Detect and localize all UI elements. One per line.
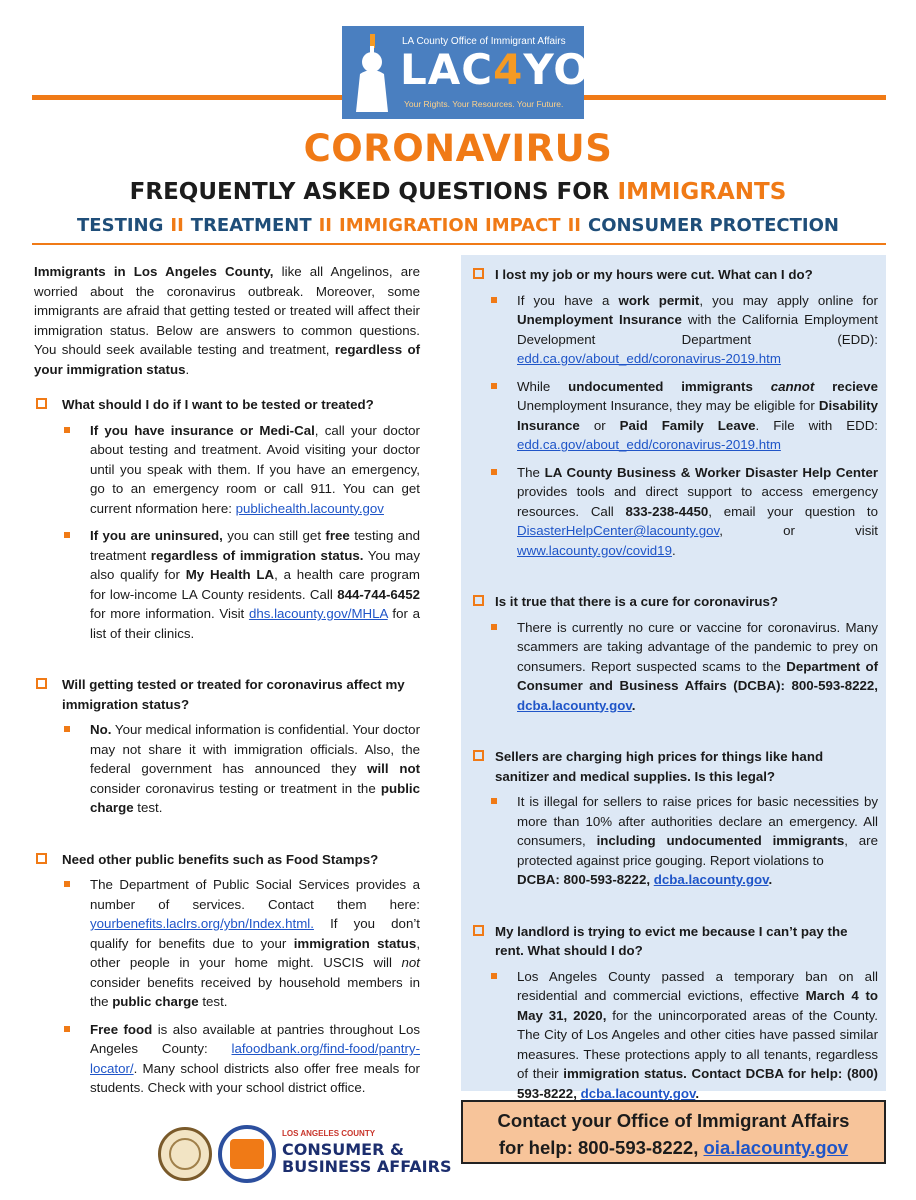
right-column-content (473, 265, 878, 1111)
contact-phone-text: for help: 800-593-8222, (498, 1137, 704, 1158)
question-cure (473, 592, 878, 612)
question-public-benefits (34, 850, 420, 870)
dcba-link[interactable]: dcba.lacounty.gov (580, 1085, 696, 1101)
oia-link[interactable]: oia.lacounty.gov (703, 1137, 849, 1158)
spacer (473, 568, 878, 582)
answer-lead: No. (90, 722, 112, 737)
answer-text: consider coronavirus testing or treatment in the (90, 780, 381, 796)
answer-emphasis: public charge (112, 994, 199, 1009)
answer-text: or (579, 417, 620, 433)
dcba-name (282, 1141, 451, 1175)
answer-emphasis: Department of Consumer and Business Affairs (DCBA): 800-593-8222, (517, 658, 879, 693)
answer-bullet (473, 463, 878, 561)
question-text: Need other public benefits such as Food Stamps? (62, 851, 379, 867)
checkbox-icon (473, 595, 484, 606)
answer-bullet (34, 526, 420, 643)
answer-emphasis: March 4 to May 31, 2020, (517, 988, 878, 1023)
intro-lead: Immigrants in Los Angeles County, (34, 264, 274, 279)
logo-brand-num: 4 (493, 45, 524, 94)
lafoodbank-link[interactable]: lafoodbank.org/find-food/pantry-locator/ (90, 1041, 420, 1076)
page-subtitle (0, 179, 916, 205)
topic-separator: II (170, 215, 184, 236)
contact-box (461, 1100, 886, 1164)
answer-text: is also available at pantries throughout Los Angeles County: (90, 1021, 421, 1056)
answer-emphasis: public charge (90, 780, 420, 815)
email-link[interactable]: DisasterHelpCenter@lacounty.gov (517, 523, 720, 538)
answer-text: , email your question to (708, 503, 878, 519)
answer-bullet (34, 1020, 420, 1098)
question-text: Will getting tested or treated for coronavirus affect my immigration status? (62, 677, 405, 712)
edd-link[interactable]: edd.ca.gov/about_edd/coronavirus-2019.htm (517, 437, 781, 452)
dcba-link[interactable]: dcba.lacounty.gov (653, 872, 769, 887)
bullet-icon (491, 297, 497, 303)
answer-text: Your medical information is confidential. Your doctor may not share it with immigration officials. Also, the federal government has announced they (90, 722, 420, 776)
answer-text: . (671, 542, 676, 558)
answer-text: provides tools and direct support to access emergency resources. Call (517, 484, 878, 519)
dcba-name-line1: CONSUMER & (282, 1140, 404, 1159)
answer-text: , other people in your home might. USCIS will (90, 935, 421, 970)
intro-tail: regardless of your immigration status (34, 342, 421, 377)
answer-text: test. (198, 994, 228, 1009)
answer-bullet (473, 967, 878, 1104)
answer-emphasis: immigration status (293, 935, 417, 951)
answer-text: . File with EDD: (755, 417, 879, 433)
answer-bullet (473, 291, 878, 369)
answer-emphasis: My Health LA (185, 567, 275, 582)
answer-emphasis: Unemployment Insurance (517, 312, 682, 327)
answer-text: The Department of Public Social Services provides a number of services. Contact them here: (90, 877, 420, 912)
answer-emphasis: including undocumented immigrants (596, 833, 845, 848)
answer-text: with the California Employment Development Department (EDD): (517, 312, 878, 347)
answer-bullet (34, 421, 420, 519)
topic-treatment: TREATMENT (190, 215, 312, 236)
topic-separator: II (318, 215, 332, 236)
answer-text: If you have a (517, 292, 619, 308)
question-text: My landlord is trying to evict me because I can’t pay the rent. What should I do? (495, 923, 848, 958)
checkbox-icon (36, 853, 47, 864)
checkbox-icon (36, 398, 47, 409)
answer-emphasis: will not (367, 761, 420, 776)
topic-list (0, 215, 916, 236)
topic-immigration-impact: IMMIGRATION IMPACT (339, 215, 561, 236)
spacer (34, 651, 420, 665)
answer-bullet (34, 720, 420, 818)
answer-emphasis: not (401, 955, 420, 970)
question-immigration-status (34, 675, 420, 714)
answer-text: for more information. Visit (90, 606, 249, 621)
subtitle-highlight: IMMIGRANTS (617, 179, 787, 205)
checkbox-icon (36, 678, 47, 689)
statue-of-liberty-icon (350, 32, 398, 114)
answer-emphasis: . (768, 872, 773, 887)
subtitle-text: FREQUENTLY ASKED QUESTIONS FOR (129, 179, 618, 205)
logo-brand-pre: LAC (400, 45, 494, 94)
answer-text: You may also qualify for (90, 547, 420, 582)
contact-line1: Contact your Office of Immigrant Affairs (497, 1110, 850, 1131)
answer-emphasis: work permit (618, 292, 700, 308)
answer-text: Unemployment Insurance, they may be eligible for (517, 398, 819, 413)
question-text: I lost my job or my hours were cut. What can I do? (495, 267, 813, 282)
checkbox-icon (473, 925, 484, 936)
answer-text: , a health care program for low-income LA County residents. Call (90, 567, 420, 602)
answer-emphasis: undocumented immigrants (568, 378, 753, 394)
intro-paragraph (34, 262, 420, 379)
spacer (473, 723, 878, 737)
question-lost-job (473, 265, 878, 285)
phone-number: 844-744-6452 (337, 586, 420, 602)
logo-brand (400, 46, 625, 94)
answer-text: . Many school districts also offer free meals for students. Check with your school district office. (90, 1060, 420, 1095)
answer-text: testing and treatment (90, 528, 420, 563)
logo-org-name: LA County Office of Immigrant Affairs (402, 36, 566, 47)
answer-lead: If you are uninsured, (90, 528, 223, 543)
answer-emphasis: regardless of immigration status. (150, 547, 364, 563)
mhla-link[interactable]: dhs.lacounty.gov/MHLA (248, 606, 388, 621)
answer-bullet (473, 377, 878, 455)
answer-text: , you may apply online for (699, 292, 878, 308)
answer-text: for the unincorporated areas of the County. The City of Los Angeles and other cities have passed similar measures. These protections apply to all tenants, regardless of their (517, 1007, 878, 1081)
bullet-icon (64, 1026, 70, 1032)
bullet-icon (491, 469, 497, 475)
right-column (461, 255, 886, 1101)
answer-text: Los Angeles County passed a temporary ban on all residential and commercial evictions, effective (517, 968, 878, 1003)
answer-emphasis: immigration status. Contact DCBA for help: (800) 593-8222, (517, 1066, 878, 1101)
answer-text: If you don’t qualify for benefits due to your (90, 916, 420, 951)
answer-bullet (473, 618, 878, 716)
answer-lead: If you have insurance or Medi-Cal (90, 422, 315, 438)
spacer (473, 898, 878, 912)
publichealth-link[interactable]: publichealth.lacounty.gov (235, 500, 384, 516)
dcba-county-label: LOS ANGELES COUNTY (282, 1129, 376, 1138)
intro-end: . (185, 361, 190, 377)
answer-emphasis: . (631, 697, 636, 713)
answer-text: While (517, 378, 569, 394)
logo-tagline: Your Rights. Your Resources. Your Future. (404, 99, 564, 109)
answer-text: , call your doctor about testing and treatment. Avoid visiting your doctor until you speak with them. If you have an emergency, go to an emergency room or call 911. You can get current nformation here: (90, 422, 420, 516)
answer-text: you can still get (222, 528, 326, 543)
dcba-logo-shape (230, 1139, 264, 1169)
answer-text: , or visit (719, 523, 878, 538)
answer-emphasis: cannot (770, 378, 815, 394)
answer-emphasis: Disability Insurance (517, 398, 878, 433)
seal-inner-ring (169, 1138, 201, 1170)
dcba-logo-icon (218, 1125, 276, 1183)
spacer (34, 826, 420, 840)
contact-line2 (463, 1134, 884, 1161)
checkbox-icon (473, 268, 484, 279)
topic-separator: II (567, 215, 581, 236)
answer-text: test. (133, 800, 163, 815)
yourbenefits-link[interactable]: yourbenefits.laclrs.org/ybn/Index.html. (90, 916, 314, 931)
question-testing (34, 395, 420, 415)
answer-text: consider benefits received by household members in the (90, 974, 420, 1009)
la-county-seal-icon (158, 1127, 212, 1181)
header-divider (32, 243, 886, 245)
left-column (34, 262, 420, 1106)
bullet-icon (491, 383, 497, 389)
question-text: Sellers are charging high prices for things like hand sanitizer and medical supplies. Is this legal? (495, 749, 824, 784)
dcba-link[interactable]: dcba.lacounty.gov (517, 697, 632, 713)
answer-emphasis: recieve (814, 378, 878, 394)
answer-text: There is currently no cure or vaccine for coronavirus. Many scammers are taking advantage of the pandemic to prey on consumers. Report suspected scams to the (517, 619, 878, 674)
bullet-icon (491, 798, 497, 804)
answer-lead: Free food (90, 1021, 153, 1037)
phone-number: 833-238-4450 (625, 503, 709, 519)
covid19-link[interactable]: www.lacounty.gov/covid19 (517, 542, 672, 558)
checkbox-icon (473, 750, 484, 761)
bullet-icon (64, 726, 70, 732)
dcba-name-line2: BUSINESS AFFAIRS (282, 1157, 452, 1176)
bullet-icon (64, 881, 70, 887)
topic-testing: TESTING (77, 215, 164, 236)
answer-emphasis: LA County Business & Worker Disaster Help Center (544, 464, 879, 480)
page-title: CORONAVIRUS (303, 127, 613, 170)
intro-body: like all Angelinos, are worried about the coronavirus outbreak. Moreover, some immigrants are afraid that getting tested or treated will affect their immigration status. Below are answers to common questions. You should seek available testing and treatment, (34, 264, 420, 357)
answer-bullet (34, 875, 420, 1012)
answer-emphasis: DCBA: 800-593-8222, (517, 872, 654, 887)
lac4you-logo (342, 26, 626, 119)
answer-emphasis: Paid Family Leave (619, 417, 756, 433)
answer-text: , are protected against price gouging. Report violations to (517, 833, 879, 868)
bullet-icon (64, 532, 70, 538)
question-text: What should I do if I want to be tested or treated? (62, 397, 374, 412)
bullet-icon (64, 427, 70, 433)
answer-text: for a list of their clinics. (90, 606, 420, 641)
question-eviction (473, 922, 878, 961)
answer-emphasis: free (325, 528, 350, 543)
bullet-icon (491, 973, 497, 979)
bullet-icon (491, 624, 497, 630)
answer-text: It is illegal for sellers to raise prices for basic necessities by more than 10% after authorities declare an emergency. All consumers, (517, 794, 878, 848)
logo-brand-post: YOU (523, 45, 626, 94)
answer-emphasis: . (695, 1085, 700, 1101)
answer-text: The (517, 464, 545, 480)
topic-consumer-protection: CONSUMER PROTECTION (587, 215, 839, 236)
question-price-gouging (473, 747, 878, 786)
edd-link[interactable]: edd.ca.gov/about_edd/coronavirus-2019.htm (517, 351, 781, 366)
answer-bullet (473, 792, 878, 890)
question-text: Is it true that there is a cure for coronavirus? (495, 594, 779, 609)
